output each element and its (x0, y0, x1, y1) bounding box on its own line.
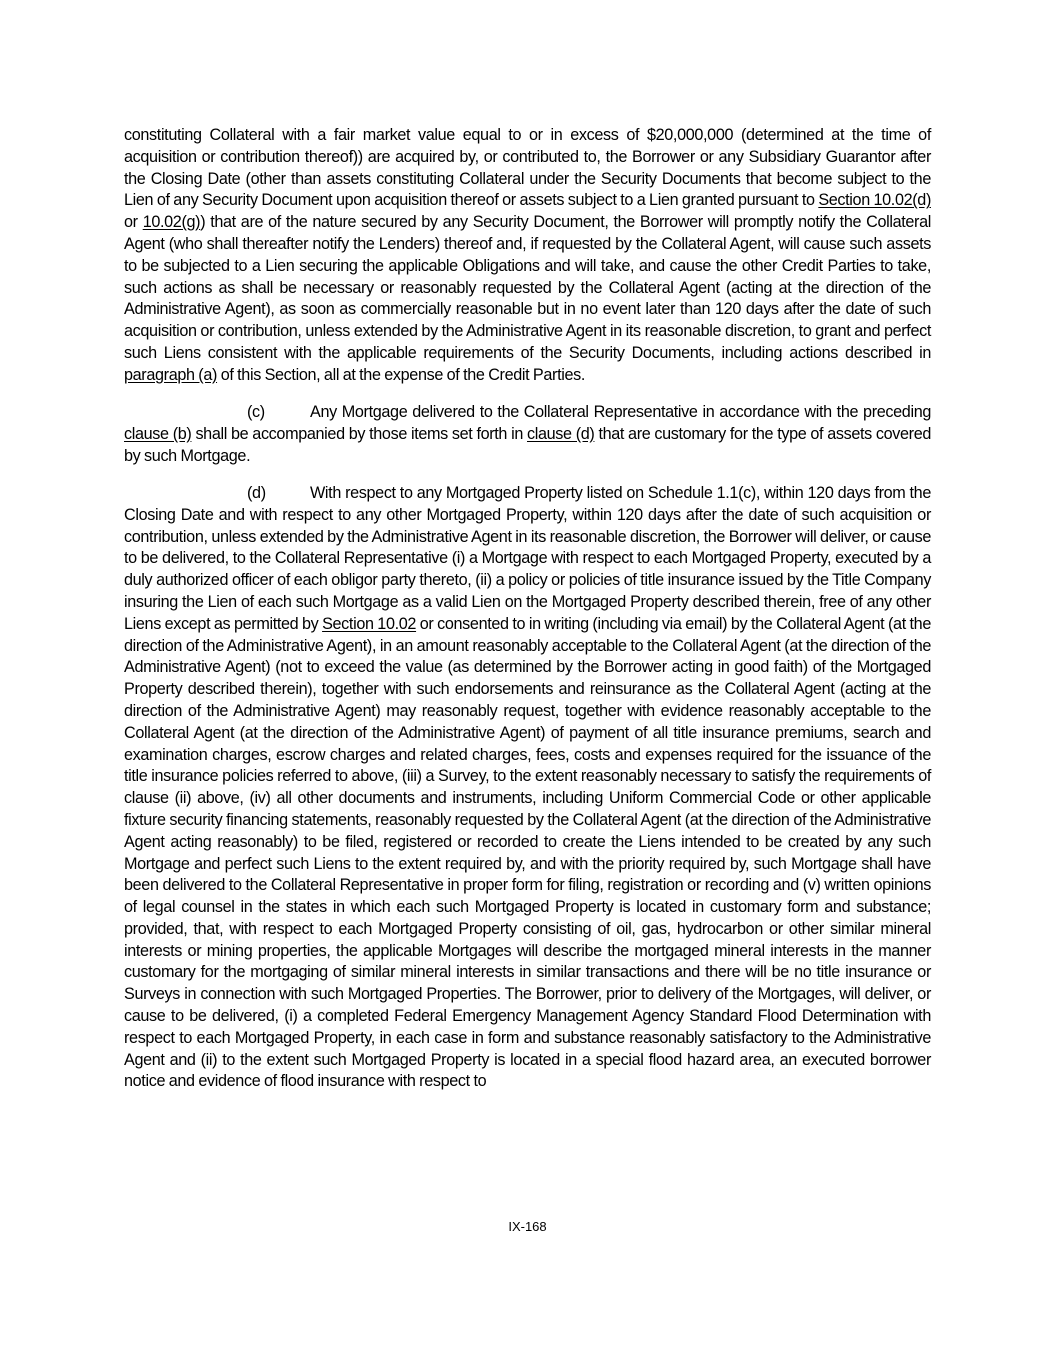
paragraph-text: of this Section, all at the expense of the Credit Parties. (217, 365, 586, 384)
paragraph-d (124, 483, 931, 1093)
paragraph-text: ) that are of the nature secured by any Security Document, the Borrower will promptly notify the Collateral Agent (who shall thereafter notify the Lenders) thereof and, if requested by the Collateral Agent, will cause such assets to be subjected to a Lien securing the applicable Obligations and will take, and cause the other Credit Parties to take, such actions as shall be necessary or reasonably requested by the Collateral Agent (acting at the direction of the Administrative Agent), as soon as commercially reasonable but in no event later than 120 days after the date of such acquisition or contribution, unless extended by the Administrative Agent in its reasonable discretion, to grant and perfect such Liens consistent with the applicable requirements of the Security Documents, including actions described in (124, 213, 931, 362)
cross-reference: clause (d) (527, 424, 595, 443)
page-number: IX-168 (508, 1219, 547, 1234)
paragraph-b-continuation (124, 125, 931, 387)
paragraph-text: that are customary for the type of assets covered by such Mortgage. (124, 424, 932, 465)
paragraph-text: With respect to any Mortgaged Property listed on Schedule 1.1(c), within 120 days from the Closing Date and with respect to any other Mortgaged Property, within 120 days after the date of such acquisition or contribution, unless extended by the Administrative Agent in its reasonable discretion, the Borrower will deliver, or cause to be delivered, to the Collateral Representative (i) a Mortgage with respect to each Mortgaged Property, executed by a duly authorized officer of each obligor party thereto, (ii) a policy or policies of title insurance issued by the Title Company insuring the Lien of each such Mortgage as a valid Lien on the Mortgaged Property described therein, free of any other Liens except as permitted by (124, 483, 931, 633)
paragraph-text: or (124, 213, 143, 232)
cross-reference: Section 10.02 (322, 614, 417, 633)
document-body (124, 125, 931, 1093)
cross-reference: Section 10.02(d) (818, 191, 931, 210)
cross-reference: paragraph (a) (124, 365, 218, 384)
clause-number: (c) (247, 403, 265, 422)
paragraph-c (124, 402, 931, 467)
cross-reference: 10.02(g) (142, 213, 201, 232)
paragraph-text: Any Mortgage delivered to the Collateral Representative in accordance with the preceding (310, 403, 931, 422)
paragraph-text: or consented to in writing (including via email) by the Collateral Agent (at the direction of the Administrative Agent), in an amount reasonably acceptable to the Collateral Agent (at the direction of the Administrative Agent) (not to exceed the value (as determined by the Borrower acting in good faith) of the Mortgaged Property described therein), together with such endorsements and reinsurance as the Collateral Agent (acting at the direction of the Administrative Agent) may reasonably request, together with evidence reasonably acceptable to the Collateral Agent (at the direction of the Administrative Agent) of payment of all title insurance premiums, search and examination charges, escrow charges and related charges, fees, costs and expenses required for the issuance of the title insurance policies referred to above, (iii) a Survey, to the extent reasonably necessary to satisfy the requirements of clause (ii) above, (iv) all other documents and instruments, including Uniform Commercial Code or other applicable fixture security financing statements, reasonably requested by the Collateral Agent (at the direction of the Administrative Agent acting reasonably) to be filed, registered or recorded to create the Liens intended to be created by any such Mortgage and perfect such Liens to the extent required by, and with the priority required by, such Mortgage shall have been delivered to the Collateral Representative in proper form for filing, registration or recording and (v) written opinions of legal counsel in the states in which each such Mortgaged Property is located in customary form and substance; provided, that, with respect to each Mortgaged Property consisting of oil, gas, hydrocarbon or other similar mineral interests or mining properties, the applicable Mortgages will describe the mortgaged mineral interests in the manner customary for the mortgaging of similar mineral interests in similar transactions and there will be no title insurance or Surveys in connection with such Mortgaged Properties. The Borrower, prior to delivery of the Mortgages, will deliver, or cause to be delivered, (i) a completed Federal Emergency Management Agency Standard Flood Determination with respect to each Mortgaged Property, in each case in form and substance reasonably satisfactory to the Administrative Agent and (ii) to the extent such Mortgaged Property is located in a special flood hazard area, an executed borrower notice and evidence of flood insurance with respect to (124, 614, 931, 1091)
clause-number: (d) (247, 483, 266, 502)
cross-reference: clause (b) (124, 424, 192, 443)
paragraph-text: shall be accompanied by those items set forth in (191, 424, 527, 443)
paragraph-text: constituting Collateral with a fair market value equal to or in excess of $20,000,000 (determined at the time of acquisition or contribution thereof)) are acquired by, or contributed to, the Borrower or any Subsidiary Guarantor after the Closing Date (other than assets constituting Collateral under the Security Documents that become subject to the Lien of any Security Document upon acquisition thereof or assets subject to a Lien granted pursuant to (124, 126, 931, 210)
